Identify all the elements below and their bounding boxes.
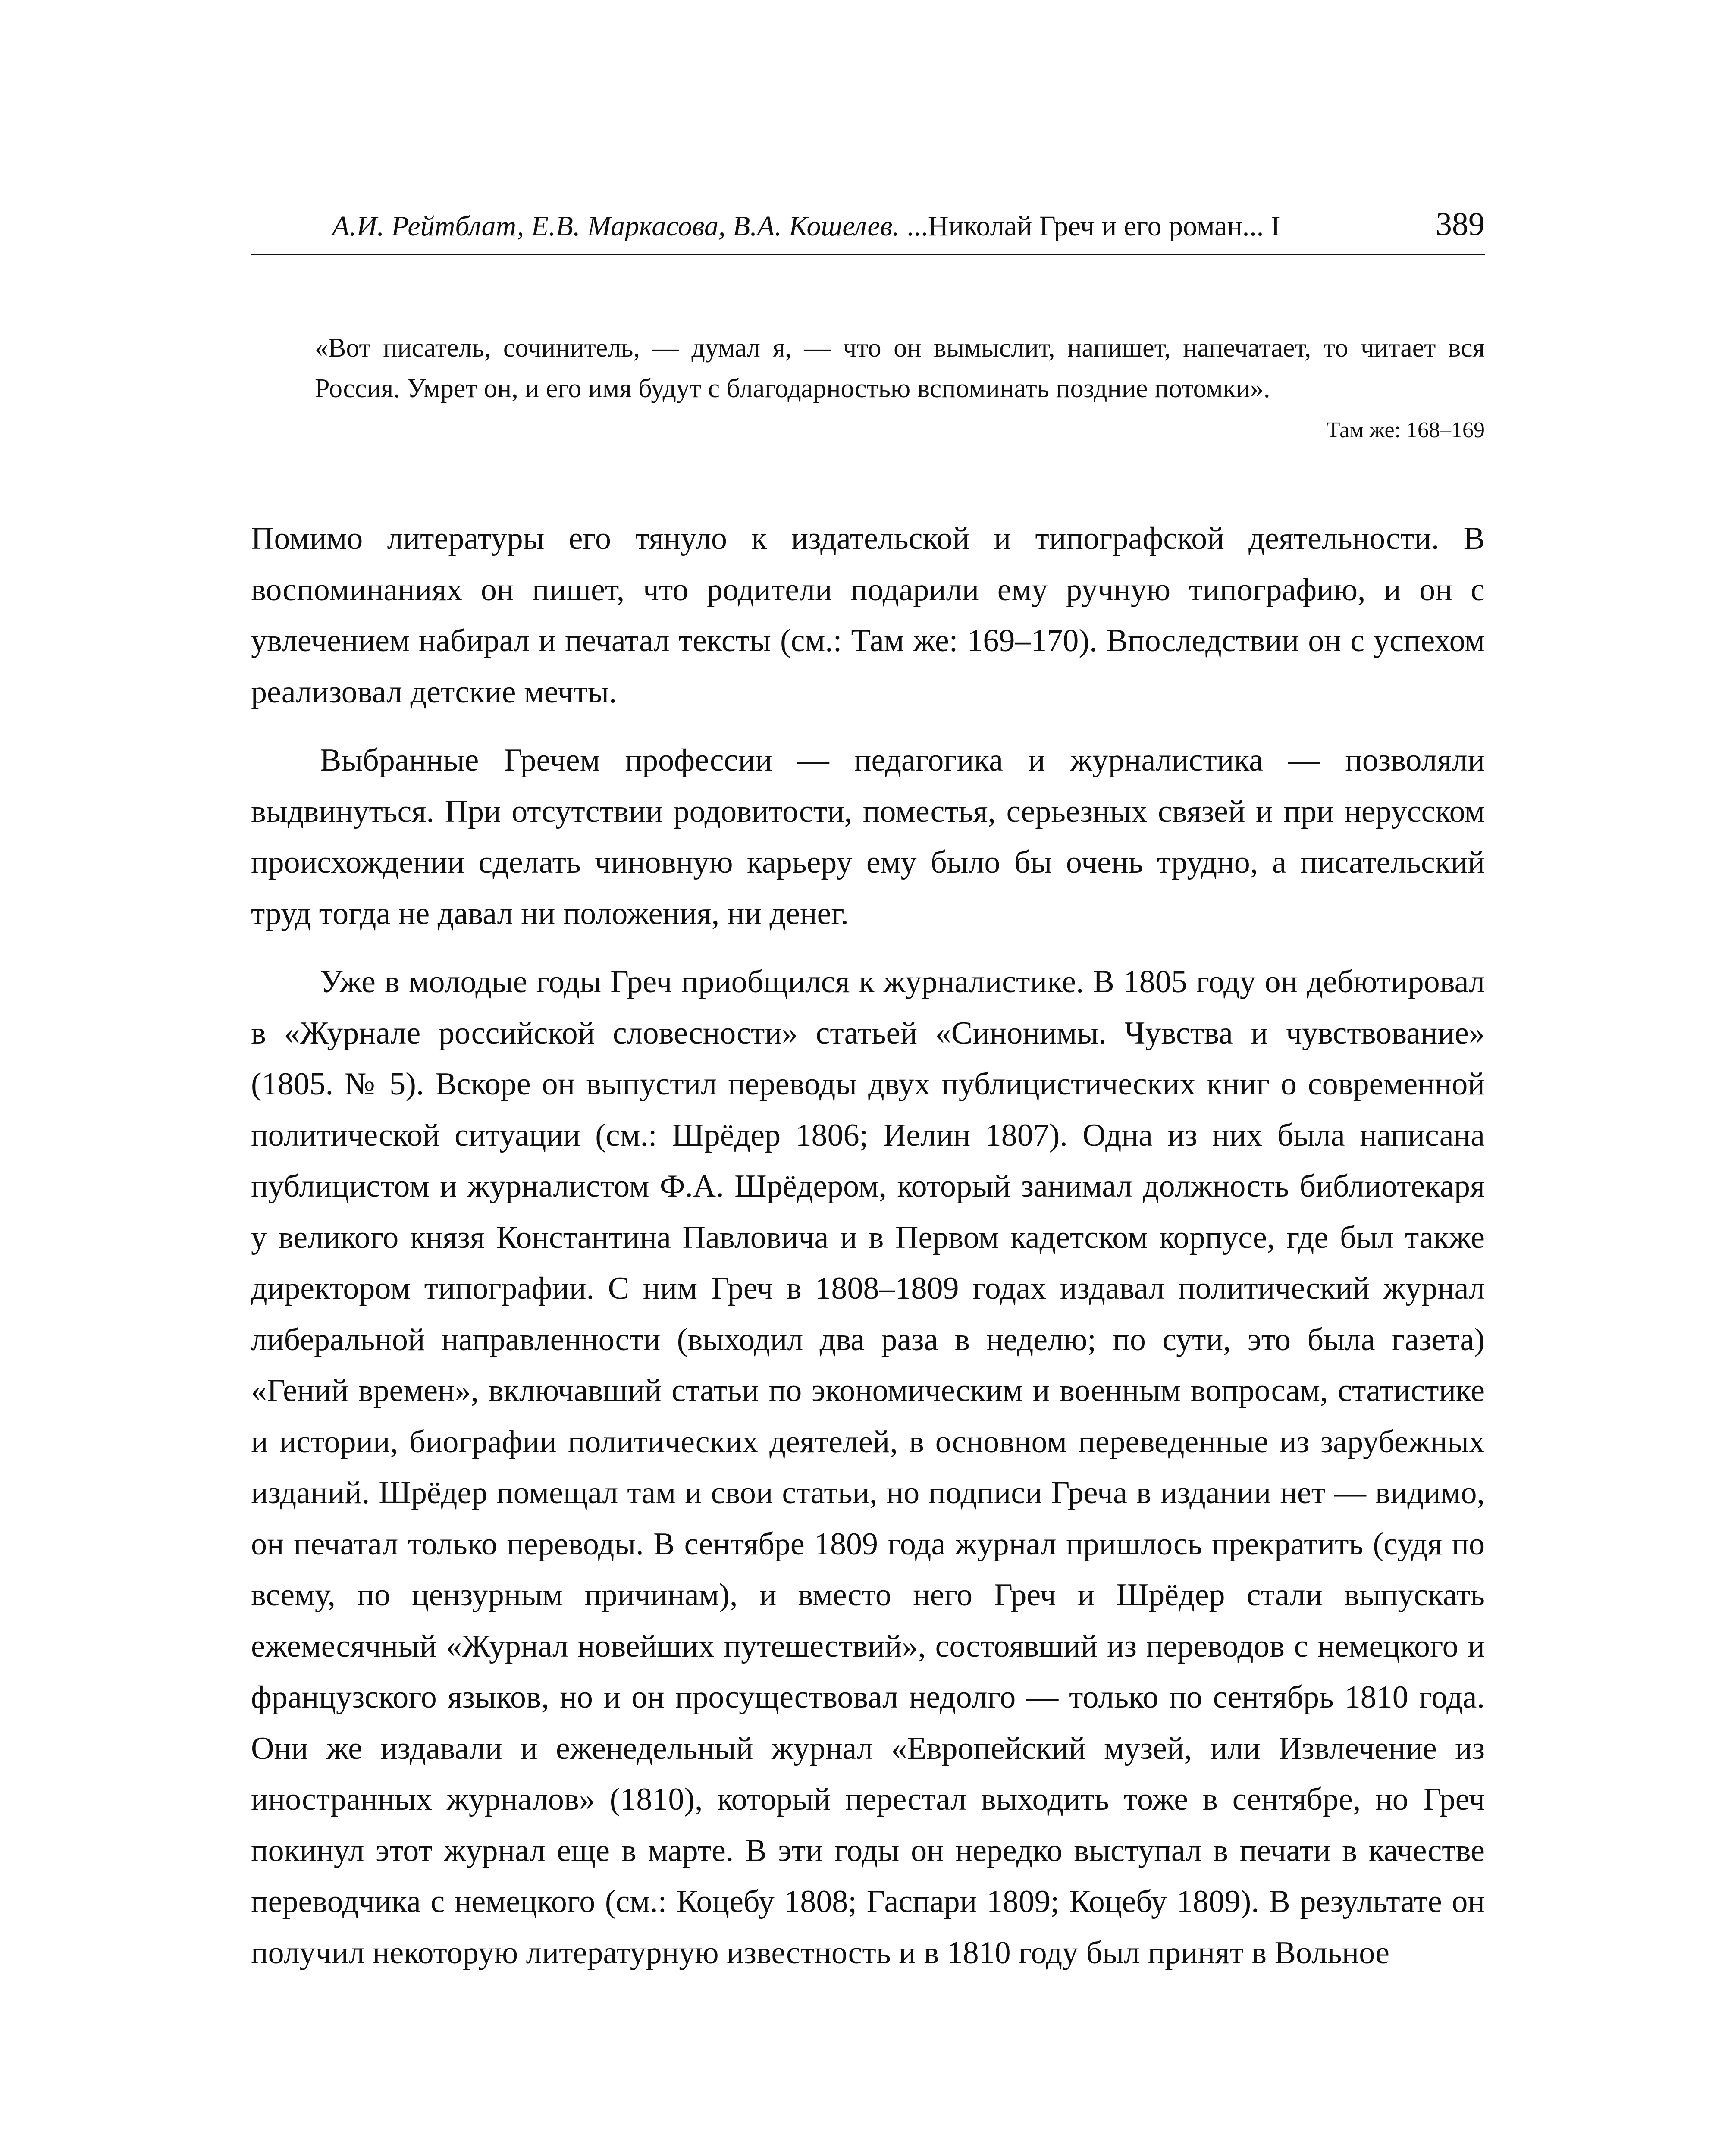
- body-text: [251, 513, 1485, 1978]
- epigraph-quote: «Вот писатель, сочинитель, — думал я, — что он вымыслит, напишет, напечатает, то читает вся Россия. Умрет он, и его имя будут с благодарностью вспоминать поздние потомки».: [315, 333, 1485, 403]
- paragraph-3: Уже в молодые годы Греч приобщился к журналистике. В 1805 году он дебютировал в «Журнале российской словесности» статьей «Синонимы. Чувства и чувствование» (1805. № 5). Вскоре он выпустил переводы двух публицистических книг о современной политической ситуации (см.: Шрёдер 1806; Иелин 1807). Одна из них была написана публицистом и журналистом Ф.А. Шрёдером, который занимал должность библиотекаря у великого князя Константина Павловича и в Первом кадетском корпусе, где был также директором типографии. С ним Греч в 1808–1809 годах издавал политический журнал либеральной направленности (выходил два раза в неделю; по сути, это была газета) «Гений времен», включавший статьи по экономическим и военным вопросам, статистике и истории, биографии политических деятелей, в основном переведенные из зарубежных изданий. Шрёдер помещал там и свои статьи, но подписи Греча в издании нет — видимо, он печатал только переводы. В сентябре 1809 года журнал пришлось прекратить (судя по всему, по цензурным причинам), и вместо него Греч и Шрёдер стали выпускать ежемесячный «Журнал новейших путешествий», состоявший из переводов с немецкого и французского языков, но и он просуществовал недолго — только по сентябрь 1810 года. Они же издавали и еженедельный журнал «Европейский музей, или Извлечение из иностранных журналов» (1810), который перестал выходить тоже в сентябре, но Греч покинул этот журнал еще в марте. В эти годы он нередко выступал в печати в качестве переводчика с немецкого (см.: Коцебу 1808; Гаспари 1809; Коцебу 1809). В результате он получил некоторую литературную известность и в 1810 году был принят в Вольное: [251, 964, 1485, 1971]
- paragraph-2: Выбранные Гречем профессии — педагогика и журналистика — позволяли выдвинуться. При отсутствии родовитости, поместья, серьезных связей и при нерусском происхождении сделать чиновную карьеру ему было бы очень трудно, а писательский труд тогда не давал ни положения, ни денег.: [251, 743, 1485, 931]
- paragraph-1: Помимо литературы его тянуло к издательской и типографской деятельности. В воспоминаниях он пишет, что родители подарили ему ручную типографию, и он с увлечением набирал и печатал тексты (см.: Там же: 169–170). Впоследствии он с успехом реализовал детские мечты.: [251, 521, 1485, 710]
- header-authors: А.И. Рейтблат, Е.В. Маркасова, В.А. Кошелев.: [332, 210, 900, 242]
- epigraph-source: Там же: 168–169: [1326, 418, 1485, 442]
- header-title-fragment: ...Николай Греч и его роман... I: [906, 210, 1280, 242]
- running-header: [332, 203, 1485, 250]
- epigraph: [315, 328, 1485, 448]
- header-text: [332, 203, 1280, 250]
- header-rule: [251, 254, 1485, 255]
- page-number: 389: [1436, 206, 1485, 242]
